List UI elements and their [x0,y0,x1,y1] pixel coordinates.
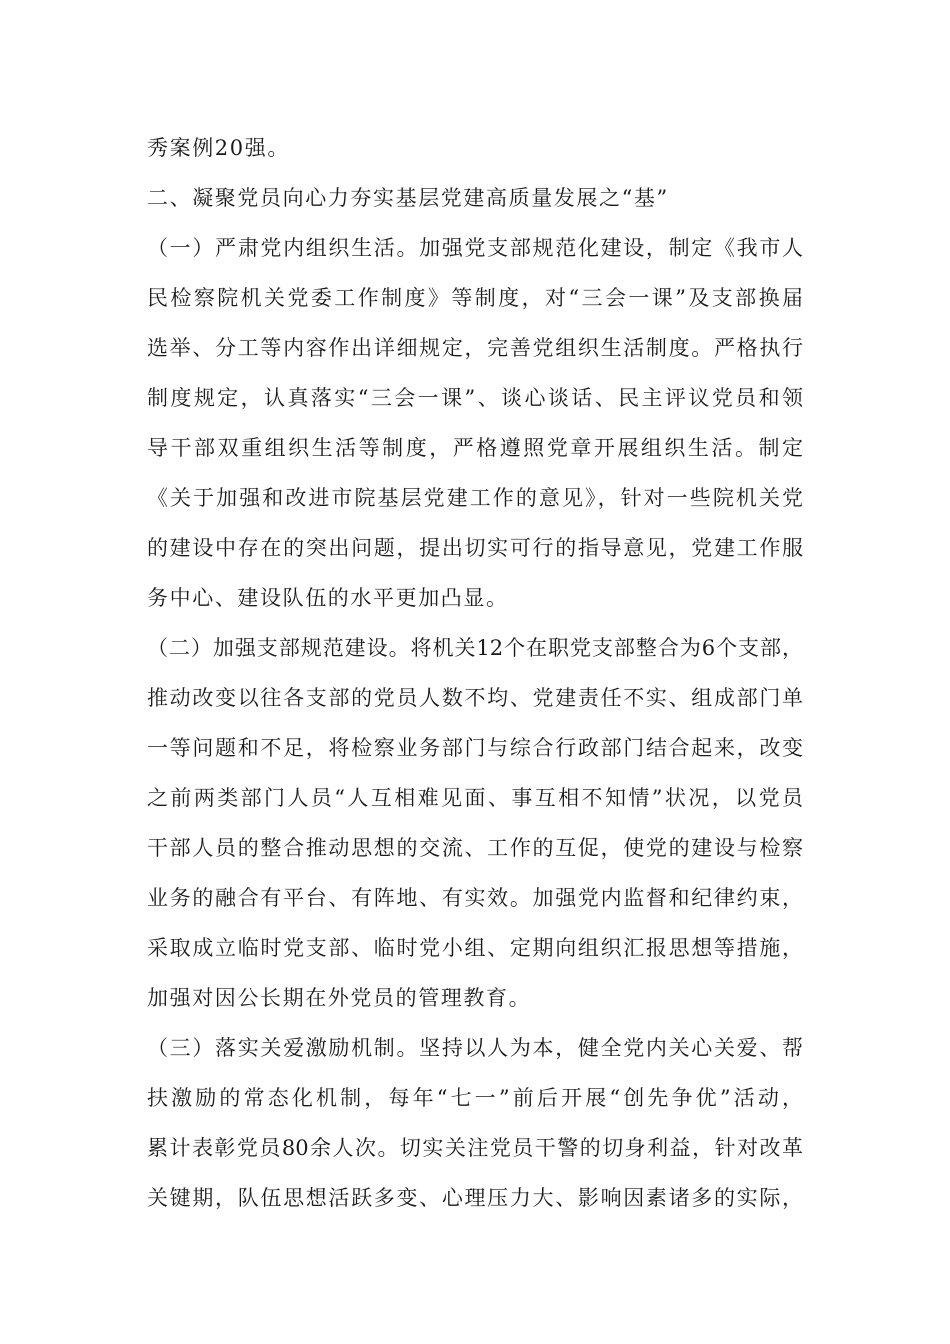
text-line: 加强对因公长期在外党员的管理教育。 [147,986,532,1010]
text-line: 累计表彰党员80余人次。切实关注党员干警的切身利益，针对改革 [147,1136,803,1160]
text-line: （三）落实关爱激励机制。坚持以人为本，健全党内关心关爱、帮 [147,1036,803,1060]
text-line: 导干部双重组织生活等制度，严格遵照党章开展组织生活。制定 [147,436,803,460]
text-line: 秀案例20强。 [147,136,290,160]
section-heading: 二、凝聚党员向心力夯实基层党建高质量发展之“基” [147,186,669,210]
text-line: 《关于加强和改进市院基层党建工作的意见》，针对一些院机关党 [147,486,803,510]
text-line: （二）加强支部规范建设。将机关12个在职党支部整合为6个支部， [147,636,803,660]
text-line: 业务的融合有平台、有阵地、有实效。加强党内监督和纪律约束， [147,886,803,910]
text-line: （一）严肃党内组织生活。加强党支部规范化建设，制定《我市人 [147,236,803,260]
text-line: 选举、分工等内容作出详细规定，完善党组织生活制度。严格执行 [147,336,803,360]
text-line: 的建设中存在的突出问题，提出切实可行的指导意见，党建工作服 [147,536,803,560]
text-line: 干部人员的整合推动思想的交流、工作的互促，使党的建设与检察 [147,836,803,860]
text-line: 民检察院机关党委工作制度》等制度，对“三会一课”及支部换届 [147,286,803,310]
text-line: 一等问题和不足，将检察业务部门与综合行政部门结合起来，改变 [147,736,803,760]
text-line: 采取成立临时党支部、临时党小组、定期向组织汇报思想等措施， [147,936,803,960]
text-line: 推动改变以往各支部的党员人数不均、党建责任不实、组成部门单 [147,686,803,710]
text-line: 关键期，队伍思想活跃多变、心理压力大、影响因素诸多的实际， [147,1186,803,1210]
text-line: 扶激励的常态化机制，每年“七一”前后开展“创先争优”活动， [147,1086,803,1110]
text-line: 之前两类部门人员“人互相难见面、事互相不知情”状况，以党员 [147,786,803,810]
text-line: 务中心、建设队伍的水平更加凸显。 [147,586,509,610]
text-line: 制度规定，认真落实“三会一课”、谈心谈话、民主评议党员和领 [147,386,803,410]
